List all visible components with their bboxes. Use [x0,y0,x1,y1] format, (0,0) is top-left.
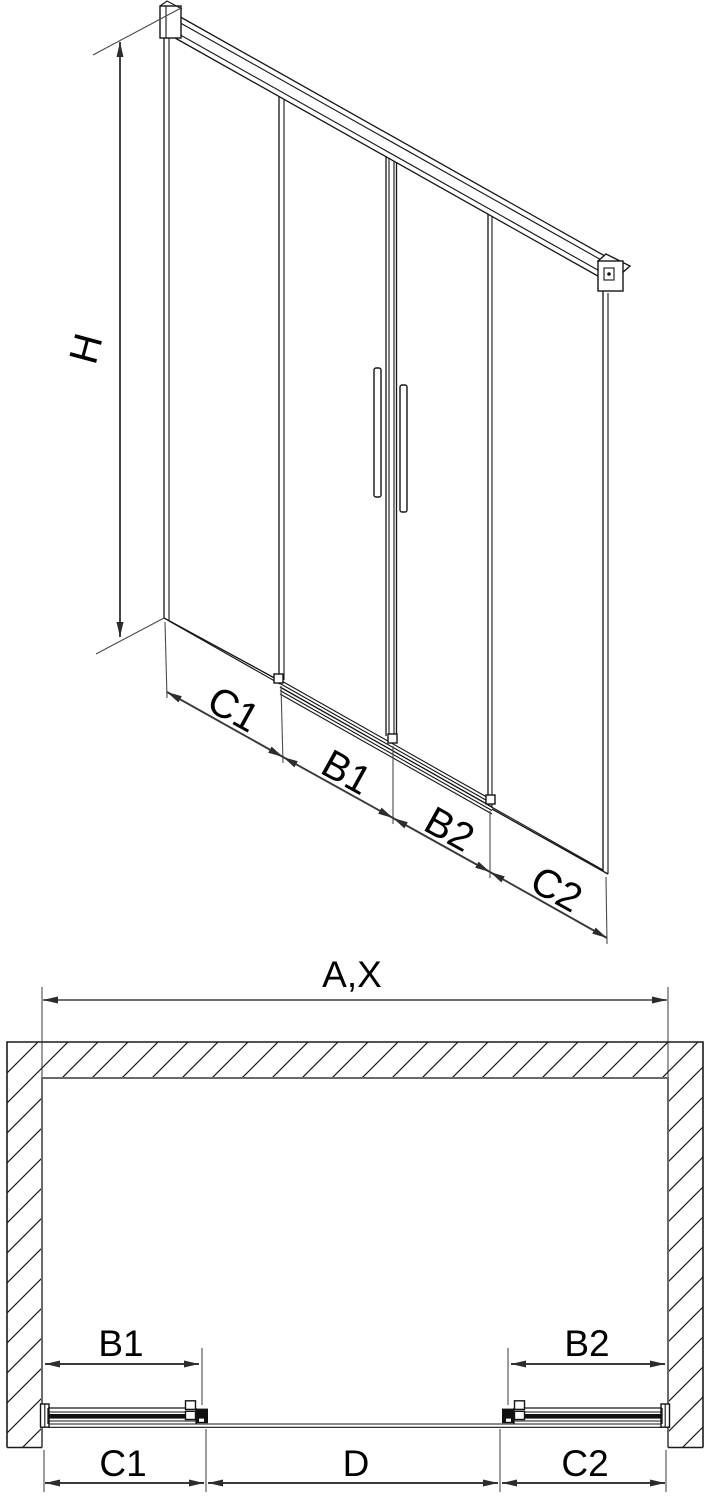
plan-view [7,954,703,1492]
wall-section [7,1042,703,1448]
isometric-view [61,1,630,944]
wall-left [7,1078,42,1448]
handle-left [374,368,381,497]
label-d-plan: D [342,1443,370,1484]
handle-right [400,385,407,512]
door-handles [374,368,407,512]
dimension-bottom-row [44,1429,666,1492]
label-b2-plan: B2 [564,1323,610,1364]
dimension-b2-plan [508,1323,665,1405]
door-glass-left [48,1414,196,1419]
rail-guide-center [388,734,397,743]
sliding-door-left-plan [41,1401,209,1427]
rail-guide-right [486,795,495,804]
label-c2-plan: C2 [561,1443,609,1484]
label-overall-width: A,X [322,954,382,995]
wall-right [668,1078,703,1448]
label-c2-iso: C2 [523,857,590,922]
glass-panels [164,38,608,874]
door-glass-right [514,1414,662,1419]
bottom-rail [274,674,495,814]
wall-top [7,1042,703,1078]
label-b2-iso: B2 [417,798,482,861]
label-b1-iso: B1 [314,741,379,804]
label-h: H [61,328,112,369]
dimension-h [61,8,181,654]
roller-right-door [515,1401,525,1410]
sliding-door-right-plan [502,1401,670,1427]
rail-right-cap [598,254,630,291]
dimension-b1-plan [45,1323,202,1405]
rail-guide-left [274,674,283,683]
door-track [48,1424,662,1427]
top-rail [160,1,630,291]
label-c1-iso: C1 [200,677,267,742]
label-c1-plan: C1 [99,1443,147,1484]
rail-left-cap [160,1,182,38]
label-b1-plan: B1 [98,1323,144,1364]
roller-left-door [186,1401,196,1410]
